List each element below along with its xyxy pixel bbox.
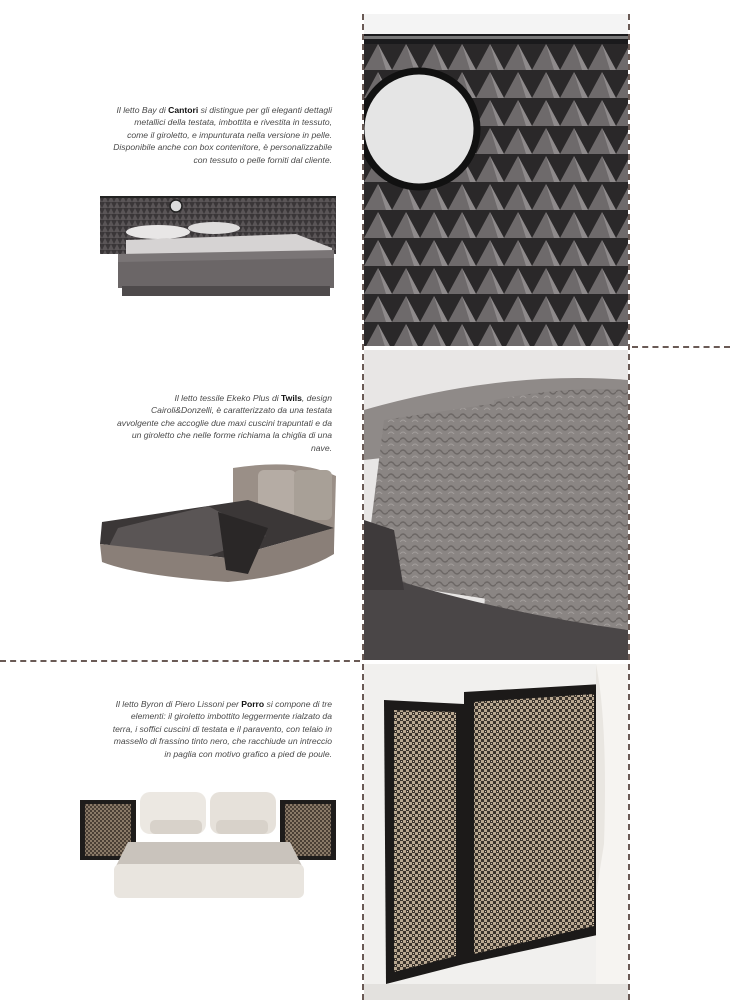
ekeko-cushion-detail-image [364, 350, 628, 660]
brand-porro: Porro [241, 699, 265, 709]
brand-cantori: Cantori [168, 105, 199, 115]
dashed-divider-low-left [0, 660, 360, 662]
caption-byron-porro: Il letto Byron di Piero Lissoni per Porro si compone di tre elementi: il giroletto imbottito leggermente rialzato da terra, i soffici cuscini di testata e il paravento, con telaio in massello di frassino tinto nero, che racchiude un intreccio in paglia con motivo grafico a pied de poule. [112, 699, 332, 759]
caption-bay-cantori: Il letto Bay di Cantori si distingue per gli eleganti dettagli metallici della testata, imbottita e rivestita in tessuto, come il giroletto, e impunturata nella versione in pelle. Disponibile anche con box contenitore, è personalizzabile con tessuto o pelle forniti dal cliente. [113, 105, 332, 165]
byron-screen-detail-image [364, 664, 628, 1000]
bed-ekeko-image [98, 458, 338, 586]
dashed-divider-mid-right [632, 346, 730, 348]
bay-headboard-detail-image [364, 14, 628, 346]
bed-bay-image [96, 190, 340, 305]
brand-twils: Twils [281, 393, 302, 403]
caption-ekeko-twils: Il letto tessile Ekeko Plus di Twils, design Cairoli&Donzelli, è caratterizzato da una testata avvolgente che accoglie due maxi cuscini trapuntati e da un giroletto che nelle forme richiama la chiglia di una nave. [117, 393, 332, 453]
bed-byron-image [80, 792, 338, 900]
dashed-divider-right [628, 14, 630, 1000]
